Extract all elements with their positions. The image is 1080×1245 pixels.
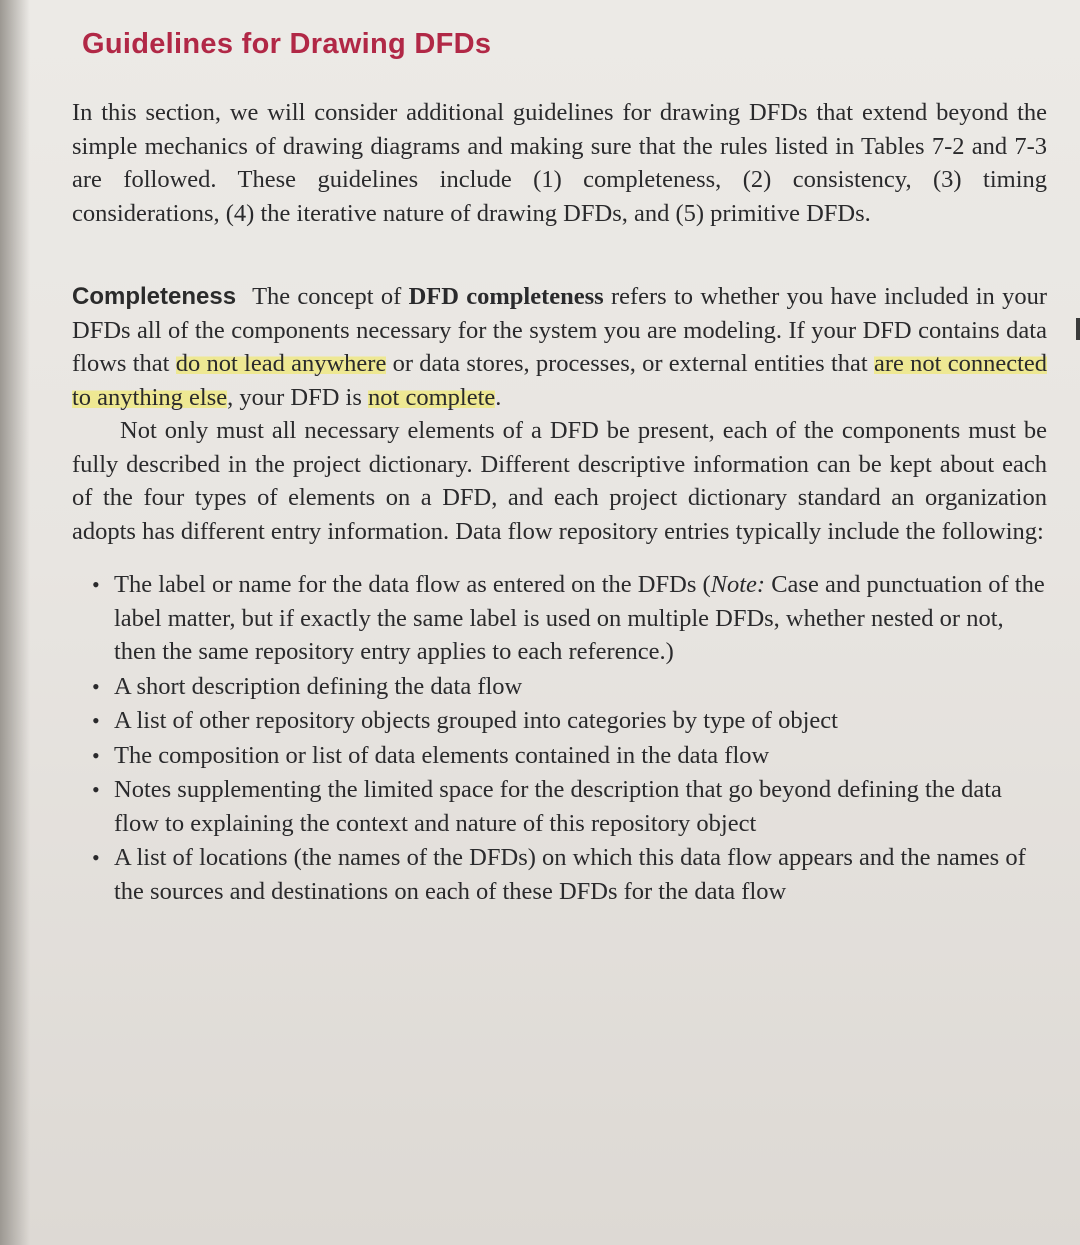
page-content xyxy=(72,28,1047,909)
page-binding-shadow xyxy=(0,0,30,1245)
text-run: . xyxy=(495,383,502,411)
section-heading: Guidelines for Drawing DFDs xyxy=(82,28,492,60)
text-run: The concept of xyxy=(252,283,409,310)
list-item: • A list of locations (the names of the DFDs) on which this data flow appears and the names of the sources and destinations on each of these DFDs for the data flow xyxy=(92,841,1047,908)
text-run: Case and punctuation of the label matter, but if exactly the same label is used on multiple DFDs, whether nested or not, then the same repository entry applies to each reference.) xyxy=(114,571,1045,665)
page-edge-mark xyxy=(1076,318,1080,340)
note-label: Note: xyxy=(710,571,766,598)
list-item: • Notes supplementing the limited space for the description that go beyond defining the data flow to explaining the context and nature of this repository object xyxy=(92,773,1047,840)
repository-paragraph: Not only must all necessary elements of a DFD be present, each of the components must be fully described in the project dictionary. Different descriptive information can be kept about each of the four types of elements on a DFD, and each project dictionary standard an organization adopts has different entry information. Data flow repository entries typically include the following: xyxy=(72,417,1047,545)
highlighted-text: not complete xyxy=(368,383,496,411)
list-item: • The composition or list of data elements contained in the data flow xyxy=(92,739,1047,773)
completeness-paragraph xyxy=(72,280,1047,414)
text-run: , your DFD is xyxy=(227,383,369,411)
text-run: refers to whether you have included in your DFDs all of the components necessary for the system you are modeling. If your DFD contains data flows that xyxy=(72,283,1047,377)
list-item xyxy=(92,568,1047,669)
highlighted-text: do not lead anywhere xyxy=(175,350,387,377)
key-term: DFD completeness xyxy=(408,283,604,310)
text-run: or data stores, processes, or external entities that xyxy=(386,350,874,377)
text-run: The label or name for the data flow as entered on the DFDs ( xyxy=(114,571,711,598)
completeness-heading: Completeness xyxy=(72,283,237,310)
list-item: • A short description defining the data flow xyxy=(92,670,1047,704)
repository-entry-list xyxy=(72,568,1047,908)
list-item: • A list of other repository objects grouped into categories by type of object xyxy=(92,704,1047,738)
completeness-section xyxy=(72,280,1047,908)
highlighted-text: are not connected to anything else xyxy=(72,350,1048,411)
intro-paragraph: In this section, we will consider additional guidelines for drawing DFDs that extend beyond the simple mechanics of drawing diagrams and making sure that the rules listed in Tables 7-2 and 7-3 are followed. These guidelines include (1) completeness, (2) consistency, (3) timing considerations, (4) the iterative nature of drawing DFDs, and (5) primitive DFDs. xyxy=(72,99,1047,227)
